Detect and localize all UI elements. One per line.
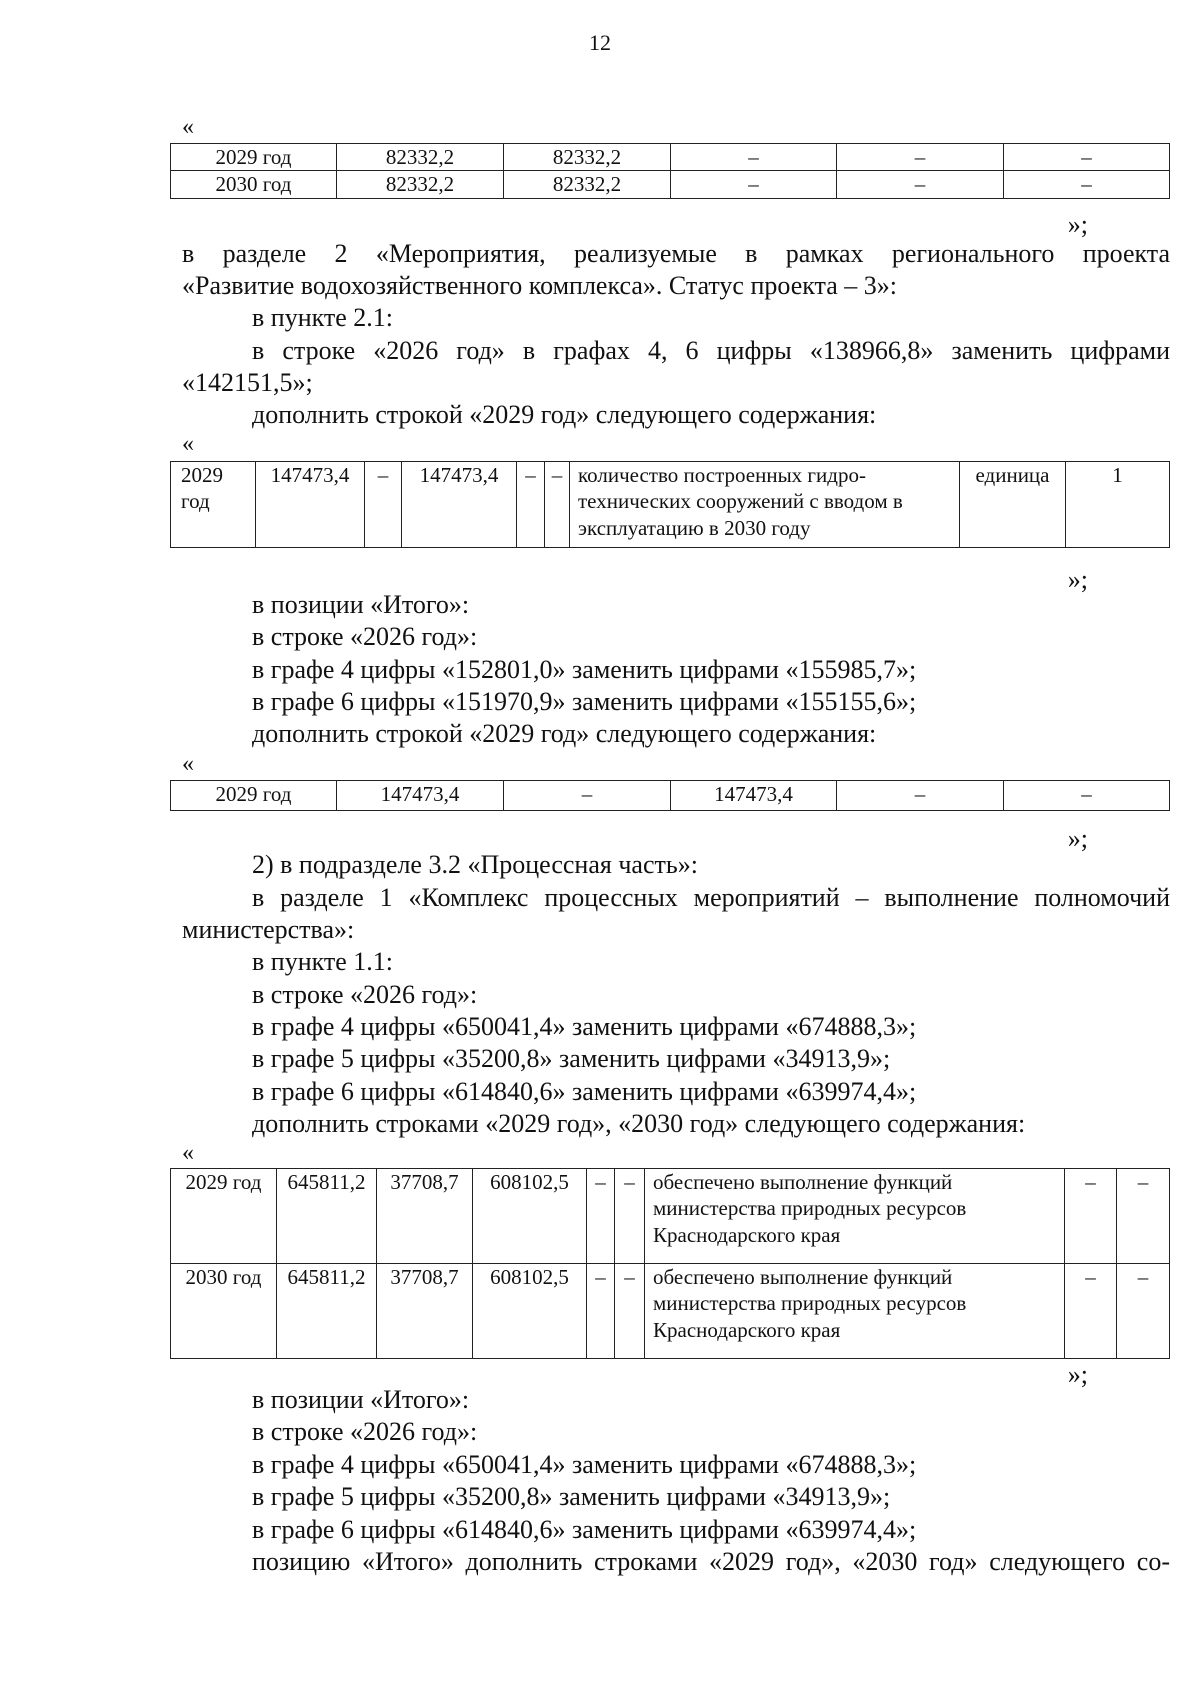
table-cell: – — [837, 781, 1004, 811]
text-line: в строке «2026 год»: — [252, 1417, 478, 1446]
text-line: в разделе 2 «Мероприятия, реализуемые в рамках регионального проекта — [182, 239, 1170, 268]
table-cell: единица — [960, 462, 1066, 548]
table-cell: 2029 год — [171, 1169, 277, 1264]
text-line: дополнить строкой «2029 год» следующего содержания: — [252, 719, 877, 748]
table-cell: обеспечено выполнение функций министерства природных ресурсов Краснодарского края — [645, 1264, 1065, 1359]
text-line: в графе 5 цифры «35200,8» заменить цифрами «34913,9»; — [252, 1044, 891, 1073]
table-cell: – — [587, 1264, 615, 1359]
text-line: в графе 4 цифры «650041,4» заменить цифрами «674888,3»; — [252, 1450, 917, 1479]
table-cell: 82332,2 — [504, 144, 671, 171]
table-cell: 2029 год — [171, 462, 256, 548]
table-itogo-2029 — [170, 780, 1170, 811]
quote-open: « — [182, 114, 194, 140]
table-cell: 2030 год — [171, 171, 337, 198]
text-line: в графе 4 цифры «152801,0» заменить цифрами «155985,7»; — [252, 655, 917, 684]
text-line: дополнить строкой «2029 год» следующего содержания: — [252, 400, 877, 429]
table-cell: – — [671, 171, 837, 198]
quote-close: »; — [1067, 210, 1088, 239]
table-cell: – — [1004, 781, 1170, 811]
table-cell: 2029 год — [171, 144, 337, 171]
text-line: в разделе 1 «Комплекс процессных мероприятий – выполнение полномочий — [252, 883, 1170, 912]
table-cell: – — [587, 1169, 615, 1264]
table-cell: – — [1065, 1264, 1117, 1359]
text-line: в графе 6 цифры «614840,6» заменить цифрами «639974,4»; — [252, 1515, 917, 1544]
quote-open: « — [182, 751, 194, 777]
text-line: в строке «2026 год»: — [252, 980, 478, 1009]
table-cell: 2030 год — [171, 1264, 277, 1359]
text-line: в позиции «Итого»: — [252, 590, 470, 619]
table-cell: – — [1004, 144, 1170, 171]
table-cell: – — [1117, 1264, 1170, 1359]
table-cell: 82332,2 — [337, 171, 504, 198]
quote-open: « — [182, 1140, 194, 1166]
table-cell: 1 — [1066, 462, 1170, 548]
page-number: 12 — [589, 30, 611, 55]
table-2029-2030-funding — [170, 143, 1170, 199]
table-cell: – — [365, 462, 402, 548]
text-line: дополнить строками «2029 год», «2030 год» следующего содержания: — [252, 1109, 1026, 1138]
table-cell: 37708,7 — [377, 1264, 473, 1359]
text-line: в графе 6 цифры «151970,9» заменить цифрами «155155,6»; — [252, 687, 917, 716]
table-cell: – — [615, 1169, 645, 1264]
text-line: в пункте 1.1: — [252, 947, 394, 976]
quote-close: »; — [1067, 824, 1088, 853]
table-row — [171, 144, 1170, 171]
text-line: в строке «2026 год»: — [252, 622, 478, 651]
table-cell: – — [1065, 1169, 1117, 1264]
text-line: «Развитие водохозяйственного комплекса». Статус проекта – 3»: — [182, 271, 897, 300]
table-cell: количество построенных гидро-технических сооружений с вводом в эксплуатацию в 2030 году — [570, 462, 960, 548]
text-line: в графе 6 цифры «614840,6» заменить цифрами «639974,4»; — [252, 1077, 917, 1106]
quote-close: »; — [1067, 565, 1088, 594]
text-line: позицию «Итого» дополнить строками «2029 год», «2030 год» следующего со- — [252, 1547, 1170, 1576]
table-cell: 147473,4 — [671, 781, 837, 811]
table-cell: – — [545, 462, 570, 548]
table-cell: 147473,4 — [402, 462, 517, 548]
table-cell: 608102,5 — [473, 1169, 587, 1264]
table-cell: – — [671, 144, 837, 171]
table-cell: – — [517, 462, 545, 548]
text-line: министерства»: — [182, 915, 355, 944]
table-cell: – — [1004, 171, 1170, 198]
table-cell: – — [615, 1264, 645, 1359]
text-line: в графе 4 цифры «650041,4» заменить цифрами «674888,3»; — [252, 1012, 917, 1041]
text-line: в пункте 2.1: — [252, 303, 394, 332]
table-row — [171, 171, 1170, 198]
quote-open: « — [182, 431, 194, 457]
table-cell: – — [837, 171, 1004, 198]
table-cell: 82332,2 — [337, 144, 504, 171]
text-line: 2) в подразделе 3.2 «Процессная часть»: — [252, 850, 698, 879]
text-line: «142151,5»; — [182, 368, 313, 397]
table-cell: 608102,5 — [473, 1264, 587, 1359]
table-cell: 645811,2 — [277, 1169, 377, 1264]
table-row — [171, 462, 1170, 548]
text-line: в строке «2026 год» в графах 4, 6 цифры «138966,8» заменить цифрами — [252, 336, 1170, 365]
text-line: в графе 5 цифры «35200,8» заменить цифрами «34913,9»; — [252, 1482, 891, 1511]
table-cell: обеспечено выполнение функций министерства природных ресурсов Краснодарского края — [645, 1169, 1065, 1264]
table-cell: 645811,2 — [277, 1264, 377, 1359]
table-cell: – — [504, 781, 671, 811]
text-line: в позиции «Итого»: — [252, 1385, 470, 1414]
table-cell: 37708,7 — [377, 1169, 473, 1264]
table-cell: 147473,4 — [337, 781, 504, 811]
table-ministry-functions — [170, 1168, 1170, 1359]
table-row — [171, 781, 1170, 811]
table-cell: 2029 год — [171, 781, 337, 811]
table-row — [171, 1169, 1170, 1264]
table-hydro-structures — [170, 461, 1170, 548]
table-cell: 147473,4 — [256, 462, 365, 548]
table-cell: 82332,2 — [504, 171, 671, 198]
table-cell: – — [1117, 1169, 1170, 1264]
table-cell: – — [837, 144, 1004, 171]
table-row — [171, 1264, 1170, 1359]
quote-close: »; — [1067, 1360, 1088, 1389]
